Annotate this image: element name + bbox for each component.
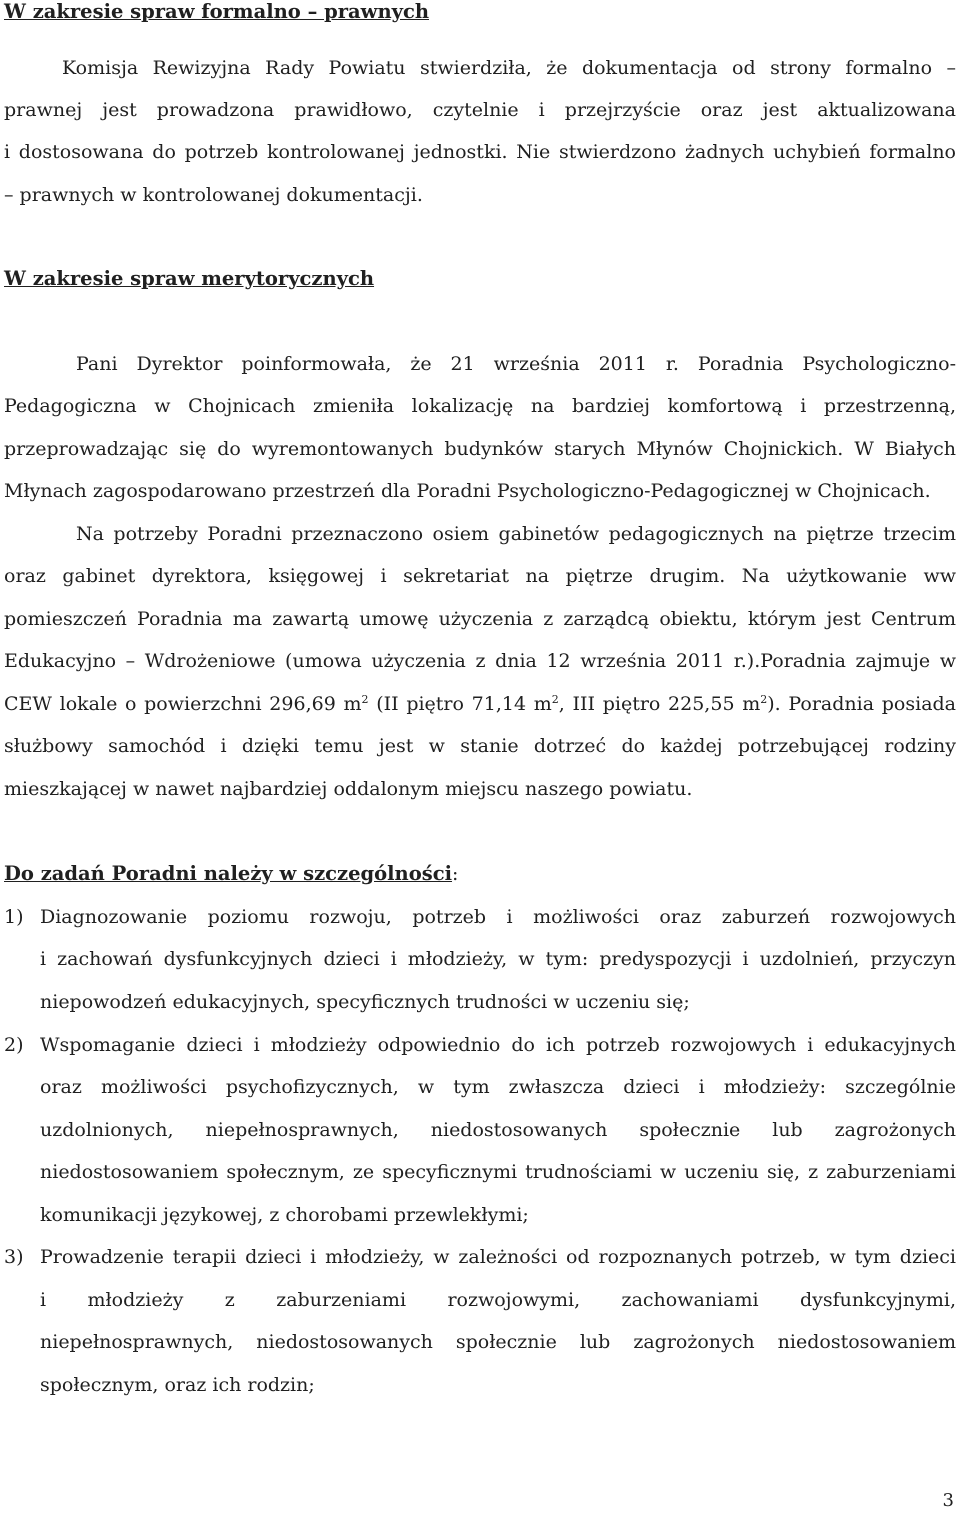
paragraph-line: mieszkającej w nawet najbardziej oddalonym miejscu naszego powiatu. <box>4 778 693 800</box>
superscript: 2 <box>361 693 369 706</box>
paragraph-line: Na potrzeby Poradni przeznaczono osiem gabinetów pedagogicznych na piętrze trzecim <box>76 523 956 545</box>
paragraph-line: prawnej jest prowadzona prawidłowo, czytelnie i przejrzyście oraz jest aktualizowana <box>4 99 956 121</box>
list-item-line: uzdolnionych, niepełnosprawnych, niedostosowanych społecznie lub zagrożonych <box>40 1119 956 1141</box>
list-item-line: Diagnozowanie poziomu rozwoju, potrzeb i możliwości oraz zaburzeń rozwojowych <box>40 906 956 928</box>
heading-colon: : <box>452 863 459 885</box>
list-item-line: oraz możliwości psychofizycznych, w tym zwłaszcza dzieci i młodzieży: szczególnie <box>40 1076 956 1098</box>
paragraph-line: służbowy samochód i dzięki temu jest w stanie dotrzeć do każdej potrzebującej rodziny <box>4 735 956 757</box>
paragraph-line: Młynach zagospodarowano przestrzeń dla Poradni Psychologiczno-Pedagogicznej w Chojnicach. <box>4 480 931 502</box>
superscript: 2 <box>760 693 768 706</box>
paragraph-line: Edukacyjno – Wdrożeniowe (umowa użyczenia z dnia 12 września 2011 r.).Poradnia zajmuje w <box>4 650 956 672</box>
area-text: CEW lokale o powierzchni 296,69 m <box>4 693 362 715</box>
paragraph-line: Pani Dyrektor poinformowała, że 21 września 2011 r. Poradnia Psychologiczno- <box>76 353 956 375</box>
section-heading-merit: W zakresie spraw merytorycznych <box>4 267 375 290</box>
paragraph-line: oraz gabinet dyrektora, księgowej i sekretariat na piętrze drugim. Na użytkowanie ww <box>4 565 956 587</box>
paragraph-line: przeprowadzając się do wyremontowanych budynków starych Młynów Chojnickich. W Białych <box>4 438 956 460</box>
list-item-line: niepełnosprawnych, niedostosowanych społecznie lub zagrożonych niedostosowaniem <box>40 1331 956 1353</box>
list-item-number: 2) <box>4 1034 24 1056</box>
paragraph-line: – prawnych w kontrolowanej dokumentacji. <box>4 184 423 206</box>
area-text: ). Poradnia posiada <box>767 693 957 715</box>
list-item-number: 1) <box>4 906 24 928</box>
list-item-line: Prowadzenie terapii dzieci i młodzieży, w zależności od rozpoznanych potrzeb, w tym dzieci <box>40 1246 956 1268</box>
paragraph-line: Komisja Rewizyjna Rady Powiatu stwierdziła, że dokumentacja od strony formalno – <box>62 57 956 79</box>
list-item-number: 3) <box>4 1246 24 1268</box>
area-text: (II piętro 71,14 m <box>368 693 552 715</box>
page-number: 3 <box>942 1490 954 1511</box>
list-item-line: niepowodzeń edukacyjnych, specyficznych trudności w uczeniu się; <box>40 991 690 1013</box>
section-heading-formal: W zakresie spraw formalno – prawnych <box>4 0 430 23</box>
list-item-line: Wspomaganie dzieci i młodzieży odpowiednio do ich potrzeb rozwojowych i edukacyjnych <box>40 1034 956 1056</box>
paragraph-line-area <box>4 692 956 716</box>
list-item-line: społecznym, oraz ich rodzin; <box>40 1374 315 1396</box>
list-item-line: i młodzieży z zaburzeniami rozwojowymi, zachowaniami dysfunkcyjnymi, <box>40 1289 956 1311</box>
paragraph-line: pomieszczeń Poradnia ma zawartą umowę użyczenia z zarządcą obiektu, którym jest Centrum <box>4 608 956 630</box>
section-heading-tasks-row <box>4 862 956 886</box>
list-item-line: komunikacji językowej, z chorobami przewlekłymi; <box>40 1204 529 1226</box>
section-heading-tasks: Do zadań Poradni należy w szczególności <box>4 862 453 885</box>
paragraph-line: Pedagogiczna w Chojnicach zmieniła lokalizację na bardziej komfortową i przestrzenną, <box>4 395 956 417</box>
area-text: , III piętro 225,55 m <box>558 693 761 715</box>
list-item-line: niedostosowaniem społecznym, ze specyficznymi trudnościami w uczeniu się, z zaburzeniami <box>40 1161 956 1183</box>
paragraph-line: i dostosowana do potrzeb kontrolowanej jednostki. Nie stwierdzono żadnych uchybień formalno <box>4 141 956 163</box>
superscript: 2 <box>551 693 559 706</box>
list-item-line: i zachowań dysfunkcyjnych dzieci i młodzieży, w tym: predyspozycji i uzdolnień, przyczyn <box>40 948 956 970</box>
